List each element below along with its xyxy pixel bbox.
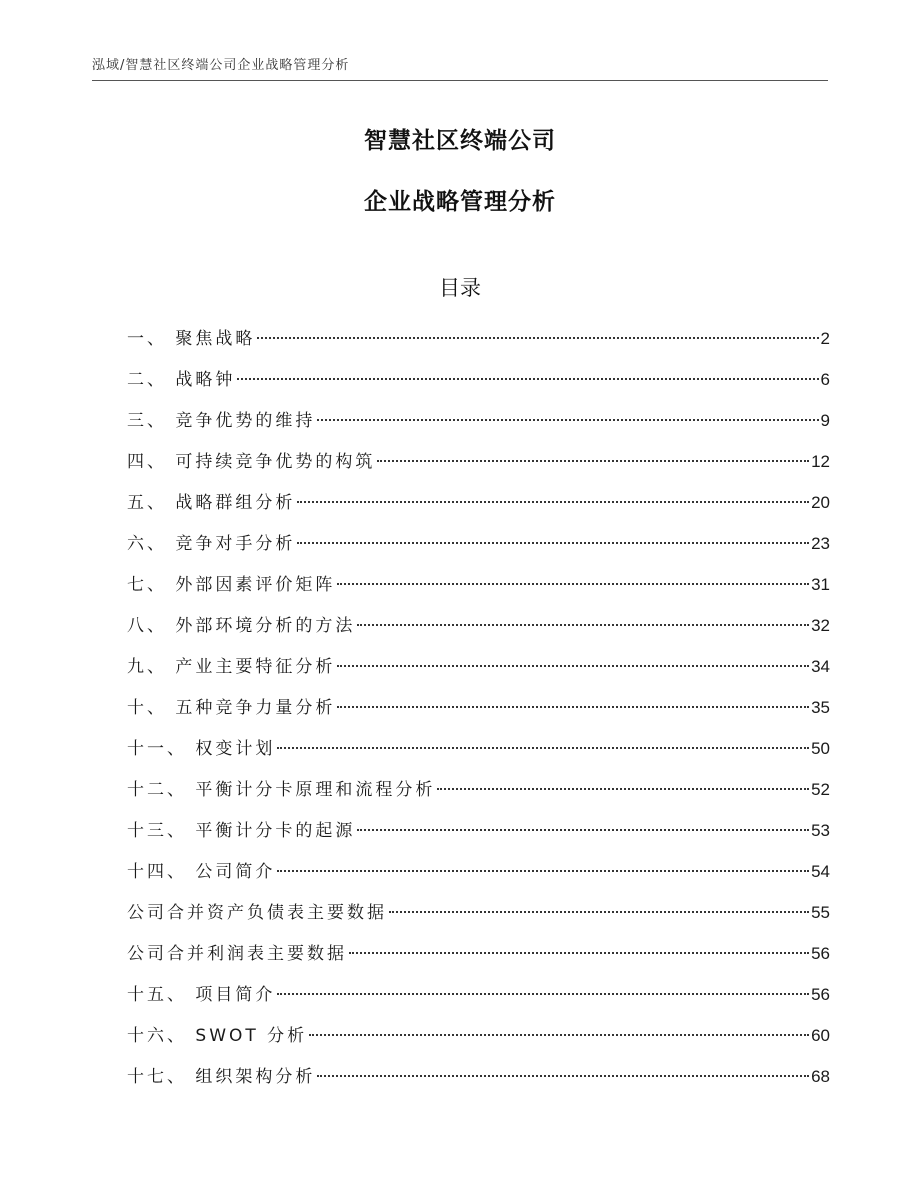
toc-entry-label: 公司合并资产负债表主要数据 [127, 903, 387, 923]
toc-entry-page: 56 [811, 985, 830, 1004]
toc-dot-leader [309, 1034, 809, 1036]
toc-entry-label: 十六、 SWOT 分析 [127, 1026, 308, 1046]
toc-entry-page: 9 [820, 411, 830, 430]
toc-dot-leader [337, 665, 809, 667]
toc-dot-leader [277, 993, 809, 995]
toc-dot-leader [437, 788, 809, 790]
toc-dot-leader [317, 1075, 809, 1077]
toc-dot-leader [389, 911, 809, 913]
toc-entry-page: 35 [811, 698, 830, 717]
toc-dot-leader [317, 419, 818, 421]
toc-entry-page: 31 [811, 575, 830, 594]
toc-dot-leader [277, 747, 809, 749]
toc-entry-page: 12 [811, 452, 830, 471]
toc-entry-page: 2 [820, 329, 830, 348]
toc-entry[interactable] [127, 646, 830, 687]
toc-entry-label: 十二、 平衡计分卡原理和流程分析 [127, 780, 436, 800]
toc-dot-leader [277, 870, 809, 872]
toc-entry-label: 六、 竞争对手分析 [127, 534, 296, 554]
toc-entry-label: 一、 聚焦战略 [127, 329, 256, 349]
toc-entry[interactable] [127, 892, 830, 933]
toc-entry-page: 20 [811, 493, 830, 512]
toc-entry-page: 23 [811, 534, 830, 553]
toc-entry-label: 八、 外部环境分析的方法 [127, 616, 356, 636]
toc-dot-leader [257, 337, 818, 339]
toc-entry[interactable] [127, 359, 830, 400]
toc-entry-label: 五、 战略群组分析 [127, 493, 296, 513]
toc-entry-label: 十三、 平衡计分卡的起源 [127, 821, 356, 841]
toc-dot-leader [297, 542, 809, 544]
toc-entry-label: 二、 战略钟 [127, 370, 236, 390]
toc-entry-label: 四、 可持续竞争优势的构筑 [127, 452, 376, 472]
toc-entry-label: 十五、 项目简介 [127, 985, 276, 1005]
toc-dot-leader [377, 460, 809, 462]
document-title: 智慧社区终端公司 [364, 128, 556, 154]
toc-dot-leader [349, 952, 809, 954]
toc-entry[interactable] [127, 687, 830, 728]
toc-entry-label: 三、 竞争优势的维持 [127, 411, 316, 431]
toc-entry-page: 52 [811, 780, 830, 799]
toc-entry[interactable] [127, 728, 830, 769]
toc-entry[interactable] [127, 933, 830, 974]
toc-entry[interactable] [127, 810, 830, 851]
toc-entry-label: 七、 外部因素评价矩阵 [127, 575, 336, 595]
toc-entry-page: 56 [811, 944, 830, 963]
toc-entry-page: 54 [811, 862, 830, 881]
toc-entry-page: 53 [811, 821, 830, 840]
toc-dot-leader [357, 624, 809, 626]
toc-entry-page: 60 [811, 1026, 830, 1045]
toc-entry[interactable] [127, 1015, 830, 1056]
toc-entry[interactable] [127, 605, 830, 646]
toc-entry-label: 公司合并利润表主要数据 [127, 944, 347, 964]
toc-dot-leader [297, 501, 809, 503]
toc-entry-label: 十、 五种竞争力量分析 [127, 698, 336, 718]
toc-entry[interactable] [127, 523, 830, 564]
toc-heading: 目录 [439, 276, 481, 300]
header-rule [92, 80, 828, 81]
toc-dot-leader [357, 829, 809, 831]
toc-entry[interactable] [127, 974, 830, 1015]
toc-entry-label: 十四、 公司简介 [127, 862, 276, 882]
toc-dot-leader [337, 583, 809, 585]
toc-entry[interactable] [127, 769, 830, 810]
toc-entry-page: 50 [811, 739, 830, 758]
toc-entry-page: 34 [811, 657, 830, 676]
toc-entry[interactable] [127, 1056, 830, 1097]
toc-entry-page: 55 [811, 903, 830, 922]
page-header: 泓域/智慧社区终端公司企业战略管理分析 [92, 58, 350, 73]
toc-dot-leader [337, 706, 809, 708]
toc-entry[interactable] [127, 851, 830, 892]
toc-entry-label: 十一、 权变计划 [127, 739, 276, 759]
toc-dot-leader [237, 378, 818, 380]
toc-entry[interactable] [127, 400, 830, 441]
toc-entry[interactable] [127, 482, 830, 523]
toc-entry-label: 九、 产业主要特征分析 [127, 657, 336, 677]
table-of-contents [127, 318, 830, 1097]
toc-entry[interactable] [127, 318, 830, 359]
toc-entry[interactable] [127, 564, 830, 605]
toc-entry[interactable] [127, 441, 830, 482]
document-subtitle: 企业战略管理分析 [364, 189, 556, 215]
toc-entry-page: 6 [820, 370, 830, 389]
toc-entry-label: 十七、 组织架构分析 [127, 1067, 316, 1087]
toc-entry-page: 68 [811, 1067, 830, 1086]
toc-entry-page: 32 [811, 616, 830, 635]
